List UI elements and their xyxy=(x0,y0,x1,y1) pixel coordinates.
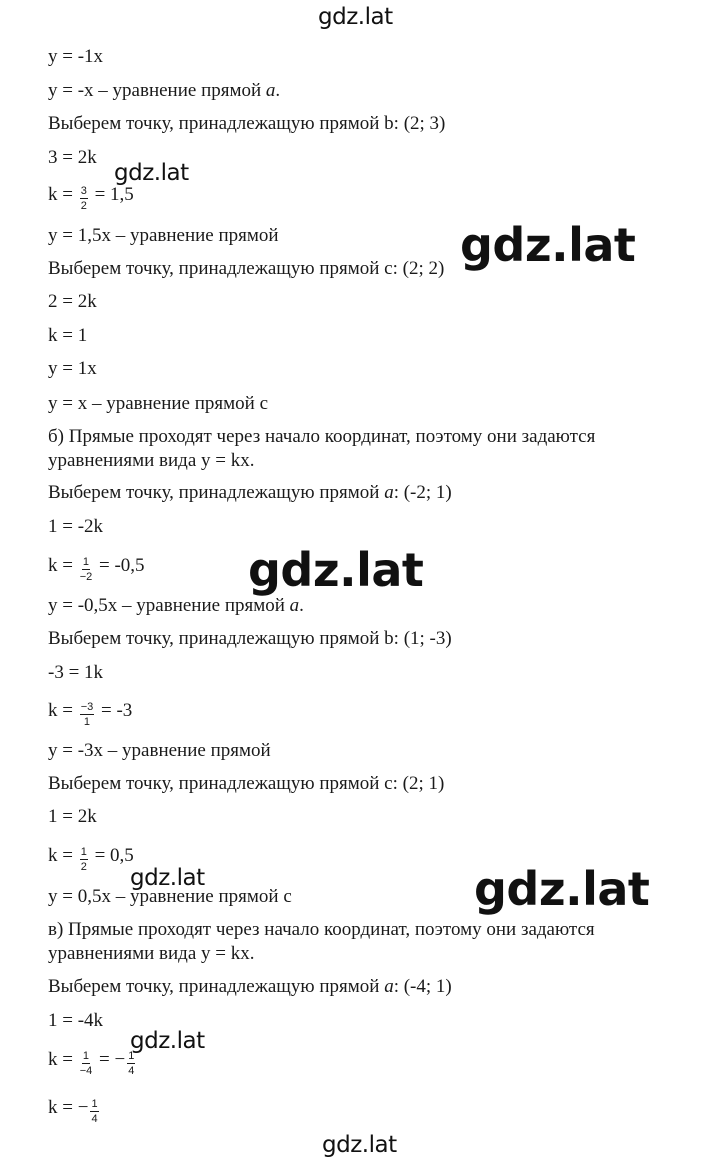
text-line: Выберем точку, принадлежащую прямой c: (2; 2) xyxy=(48,258,445,279)
equation-line: y = -3x – уравнение прямой xyxy=(48,740,271,761)
equation-line xyxy=(48,698,133,728)
text-line: Выберем точку, принадлежащую прямой b: (2; 3) xyxy=(48,113,446,134)
text: = 0,5 xyxy=(89,844,134,866)
line-name: a xyxy=(384,976,394,997)
equation-line xyxy=(48,843,134,873)
equation-line: 1 = -4k xyxy=(48,1010,104,1031)
text: = -3 xyxy=(96,699,133,721)
numerator: 1 xyxy=(82,1050,90,1062)
fraction xyxy=(80,846,88,873)
equation-line: y = 1,5x – уравнение прямой xyxy=(48,225,279,246)
denominator: 2 xyxy=(80,861,87,873)
equation-line: y = x – уравнение прямой c xyxy=(48,393,269,414)
fraction xyxy=(80,185,88,212)
text: y = -x – уравнение прямой xyxy=(48,80,266,101)
denominator: −4 xyxy=(79,1065,93,1077)
numerator: −3 xyxy=(80,701,94,713)
equation-line: y = -1x xyxy=(48,46,104,67)
fraction xyxy=(90,1098,98,1125)
fraction xyxy=(80,701,95,728)
numerator: 3 xyxy=(80,185,87,197)
text: = − xyxy=(94,1048,126,1070)
text: k = xyxy=(48,1048,78,1070)
line-name: a xyxy=(384,482,394,503)
numerator: 1 xyxy=(82,556,90,568)
text: k = xyxy=(48,844,78,866)
watermark: gdz.lat xyxy=(114,160,189,186)
equation-line: 1 = 2k xyxy=(48,806,97,827)
line-name: a xyxy=(265,80,276,101)
text-line xyxy=(48,976,452,998)
text: = -0,5 xyxy=(94,554,145,576)
watermark: gdz.lat xyxy=(130,865,205,891)
equation-line: 1 = -2k xyxy=(48,516,104,537)
paragraph: б) Прямые проходят через начало координат, поэтому они задаются уравнениями вида y = kx. xyxy=(48,426,596,471)
numerator: 1 xyxy=(80,846,87,858)
text: = 1,5 xyxy=(89,183,134,205)
denominator: −2 xyxy=(79,571,93,583)
equation-line: y = 0,5x – уравнение прямой c xyxy=(48,886,292,907)
equation-line xyxy=(48,553,145,583)
text: k = xyxy=(48,183,78,205)
text-line: Выберем точку, принадлежащую прямой b: (1; -3) xyxy=(48,628,452,649)
line-name: a xyxy=(289,595,300,616)
equation-line xyxy=(48,182,134,212)
equation-line: 2 = 2k xyxy=(48,291,97,312)
numerator: 1 xyxy=(128,1050,135,1062)
equation-line: y = 1x xyxy=(48,358,97,379)
text: k = − xyxy=(48,1096,89,1118)
watermark: gdz.lat xyxy=(322,1132,397,1158)
numerator: 1 xyxy=(91,1098,98,1110)
text: Выберем точку, принадлежащую прямой xyxy=(48,976,385,997)
text: k = xyxy=(48,699,78,721)
text: y = -0,5x – уравнение прямой xyxy=(48,595,290,616)
equation-line: 3 = 2k xyxy=(48,147,97,168)
watermark: gdz.lat xyxy=(474,862,650,916)
equation-line xyxy=(48,1095,101,1125)
text: . xyxy=(275,80,281,101)
equation-line xyxy=(48,80,280,102)
text: . xyxy=(299,595,304,616)
watermark: gdz.lat xyxy=(248,543,424,597)
equation-line: k = 1 xyxy=(48,325,88,346)
watermark: gdz.lat xyxy=(318,4,393,30)
watermark: gdz.lat xyxy=(130,1028,205,1054)
watermark: gdz.lat xyxy=(460,218,636,272)
text: : (-4; 1) xyxy=(393,976,452,997)
denominator: 1 xyxy=(83,716,91,728)
paragraph: в) Прямые проходят через начало координат, поэтому они задаются уравнениями вида y = kx. xyxy=(48,919,595,964)
denominator: 4 xyxy=(91,1113,98,1125)
denominator: 4 xyxy=(128,1065,135,1077)
equation-line xyxy=(48,1047,137,1077)
text-line: Выберем точку, принадлежащую прямой c: (2; 1) xyxy=(48,773,445,794)
fraction xyxy=(80,1050,93,1077)
equation-line: -3 = 1k xyxy=(48,662,104,683)
text-line xyxy=(48,482,452,504)
text: Выберем точку, принадлежащую прямой xyxy=(48,482,385,503)
fraction xyxy=(127,1050,135,1077)
equation-line xyxy=(48,595,304,617)
denominator: 2 xyxy=(80,200,87,212)
text: : (-2; 1) xyxy=(393,482,452,503)
fraction xyxy=(80,556,93,583)
text: k = xyxy=(48,554,78,576)
